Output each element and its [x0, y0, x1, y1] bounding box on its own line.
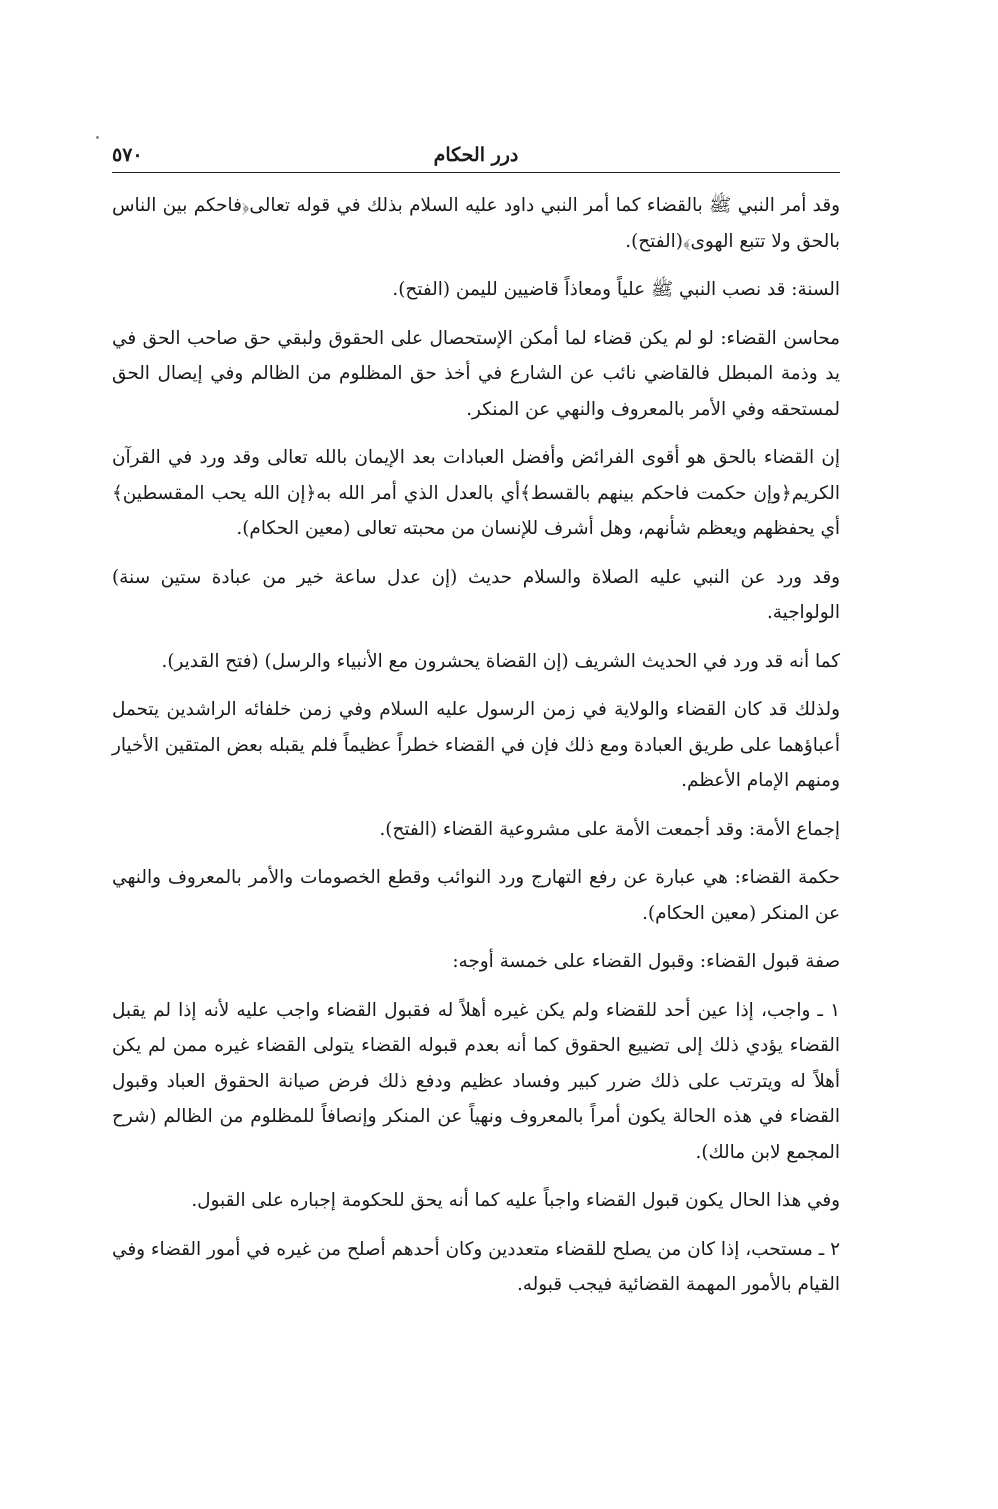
- page-body: [112, 188, 840, 1316]
- paragraph-4: إن القضاء بالحق هو أقوى الفرائض وأفضل العبادات بعد الإيمان بالله تعالى وقد ورد في القرآن الكريم﴿وإن حكمت فاحكم بينهم بالقسط﴾أي بالعدل الذي أمر الله به﴿إن الله يحب المقسطين﴾أي يحفظهم ويعظم شأنهم، وهل أشرف للإنسان من محبته تعالى (معين الحكام).: [112, 447, 840, 539]
- paragraph-11: ١ ـ واجب، إذا عين أحد للقضاء ولم يكن غيره أهلاً له فقبول القضاء واجب عليه لأنه إذا لم يقبل القضاء يؤدي ذلك إلى تضييع الحقوق كما أنه بعدم قبوله القضاء يتولى القضاء غيره ممن لم يكن أهلاً له ويترتب على ذلك ضرر كبير وفساد عظيم ودفع ذلك فرض صيانة الحقوق العباد وقبول القضاء في هذه الحالة يكون أمراً بالمعروف ونهياً عن المنكر وإنصافاً للمظلوم من الظالم (شرح المجمع لابن مالك).: [112, 999, 840, 1163]
- paragraph-7: ولذلك قد كان القضاء والولاية في زمن الرسول عليه السلام وفي زمن خلفائه الراشدين يتحمل أعباؤهما على طريق العبادة ومع ذلك فإن في القضاء خطراً عظيماً فلم يقبله بعض المتقين الأخيار ومنهم الإمام الأعظم.: [112, 699, 840, 791]
- page-number: ٥٧٠: [112, 144, 143, 166]
- paragraph-9: حكمة القضاء: هي عبارة عن رفع التهارج ورد النوائب وقطع الخصومات والأمر بالمعروف والنهي عن المنكر (معين الحكام).: [112, 867, 840, 924]
- scan-speck: [96, 136, 99, 139]
- paragraph-10: صفة قبول القضاء: وقبول القضاء على خمسة أوجه:: [452, 951, 840, 972]
- paragraph-8: إجماع الأمة: وقد أجمعت الأمة على مشروعية القضاء (الفتح).: [379, 818, 840, 840]
- paragraph-5: وقد ورد عن النبي عليه الصلاة والسلام حديث (إن عدل ساعة خير من عبادة ستين سنة) الولواجية.: [112, 566, 840, 623]
- paragraph-6: كما أنه قد ورد في الحديث الشريف (إن القضاة يحشرون مع الأنبياء والرسل) (فتح القدير).: [161, 650, 840, 672]
- running-title: درر الحكام: [433, 144, 519, 166]
- paragraph-1: وقد أمر النبي ﷺ بالقضاء كما أمر النبي داود عليه السلام بذلك في قوله تعالى﴿فاحكم بين الناس بالحق ولا تتبع الهوى﴾(الفتح).: [112, 195, 840, 252]
- paragraph-13: ٢ ـ مستحب، إذا كان من يصلح للقضاء متعددين وكان أحدهم أصلح من غيره في أمور القضاء وفي القيام بالأمور المهمة القضائية فيجب قبوله.: [112, 1238, 840, 1295]
- paragraph-12: وفي هذا الحال يكون قبول القضاء واجباً عليه كما أنه يحق للحكومة إجباره على القبول.: [191, 1190, 840, 1211]
- paragraph-3: محاسن القضاء: لو لم يكن قضاء لما أمكن الإستحصال على الحقوق ولبقي حق صاحب الحق في يد وذمة المبطل فالقاضي نائب عن الشارع في أخذ حق المظلوم من الظالم وفي إيصال الحق لمستحقه وفي الأمر بالمعروف والنهي عن المنكر.: [112, 327, 840, 420]
- page-header: [112, 142, 840, 173]
- paragraph-2: السنة: قد نصب النبي ﷺ علياً ومعاذاً قاضيين لليمن (الفتح).: [392, 279, 840, 300]
